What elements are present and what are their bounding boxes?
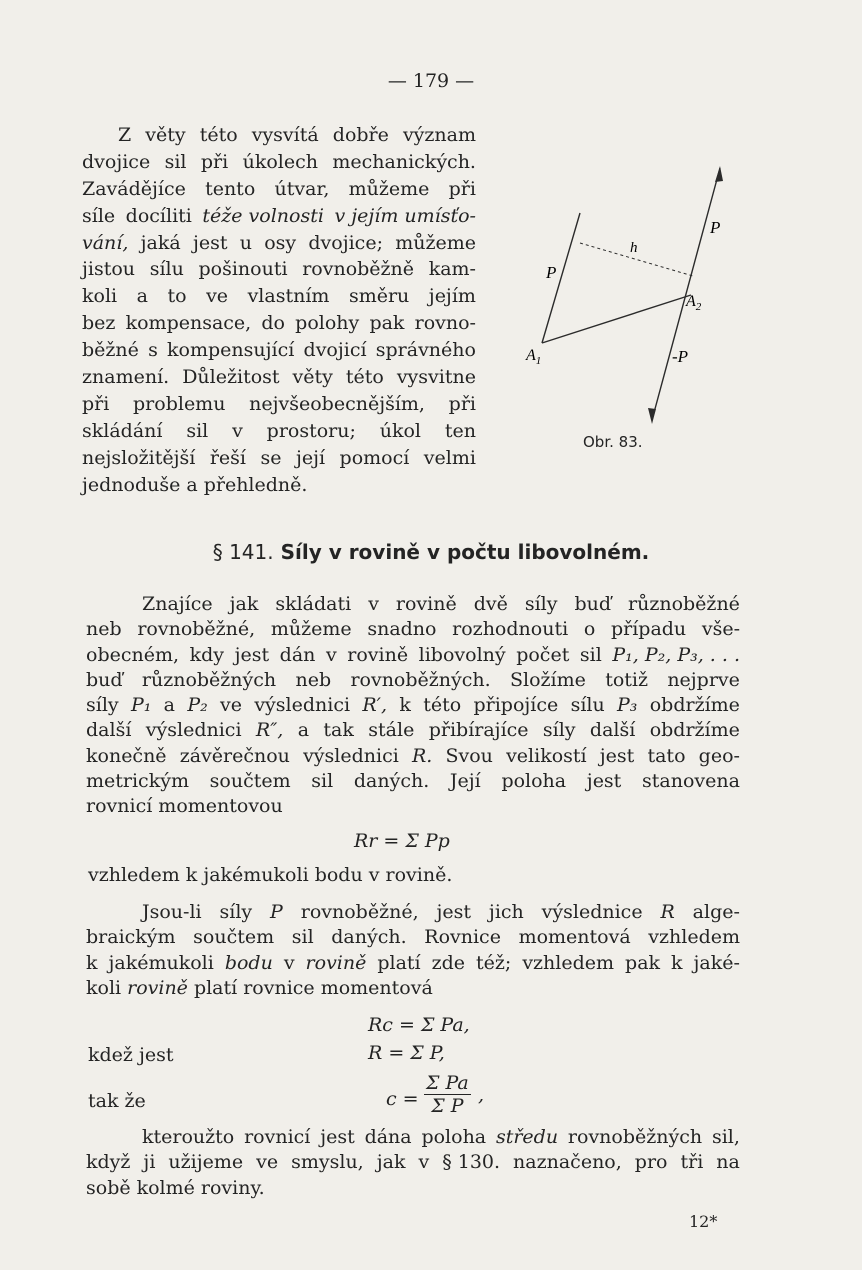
word: této (199, 124, 238, 146)
word: to (167, 285, 187, 308)
word: Důležitost (182, 366, 280, 389)
word: ve (206, 285, 229, 308)
word: P₁, P₂, P₃, . . . (612, 643, 740, 666)
word: řeší (209, 446, 246, 469)
word: jednoduše (82, 473, 181, 496)
word: R (660, 901, 675, 923)
word: poloha (501, 770, 567, 793)
word: konečně (86, 744, 167, 767)
word: a (163, 694, 175, 717)
word: rovině (395, 593, 457, 615)
word: rovnoběžných. (350, 668, 491, 691)
word: Zavádějíce (82, 177, 186, 200)
word: v (283, 951, 295, 974)
fraction-denominator: Σ P (431, 1095, 464, 1117)
word: výslednice (541, 901, 643, 923)
word: kompensující (167, 339, 295, 362)
word: v jejím umísťo- (334, 204, 476, 227)
text-line (82, 445, 476, 472)
word: případu (610, 618, 687, 641)
word: jest (234, 643, 270, 666)
word: se (260, 446, 282, 469)
text-line (86, 592, 740, 617)
word: kolmé (136, 1176, 195, 1199)
text-line (86, 794, 740, 819)
text-line (82, 337, 476, 364)
word: ten (444, 419, 476, 442)
word: rovnice (243, 976, 315, 999)
label-tak-ze: tak že (88, 1090, 146, 1112)
intro-paragraph (82, 122, 476, 498)
text-line (82, 418, 476, 445)
word: koli (82, 285, 118, 308)
text-line (82, 310, 476, 337)
word: síly (219, 901, 253, 923)
word: různoběžných (141, 668, 277, 691)
text-line (86, 718, 740, 743)
text-line (82, 176, 476, 203)
word: na (716, 1151, 740, 1174)
word: význam (402, 124, 476, 146)
word: různoběžné (628, 593, 740, 615)
word: pak (369, 312, 405, 335)
word: Svou (445, 744, 493, 767)
section-number: § 141. (212, 540, 274, 564)
fraction (424, 1072, 471, 1117)
word: rovině (127, 976, 188, 999)
word: R′, (362, 694, 388, 717)
word: sobě (86, 1176, 131, 1199)
word: můžeme (270, 618, 352, 641)
word: kompensace, (125, 312, 252, 335)
word: platí (193, 976, 238, 999)
figure-caption: Obr. 83. (583, 433, 643, 451)
word: dvojice (82, 150, 151, 173)
word: vysvitne (396, 366, 476, 389)
word: v (232, 419, 243, 442)
signature-mark: 12* (689, 1212, 718, 1231)
word: Z (118, 124, 132, 146)
word: můžeme (395, 231, 476, 254)
word: vše- (701, 618, 740, 641)
word: síly (86, 694, 119, 717)
word: tento (205, 177, 256, 200)
word: nejvšeobecnějším, (249, 392, 425, 415)
word: P₁ (130, 694, 152, 717)
word: sil (291, 926, 314, 949)
section-title: Síly v rovině v počtu libovolném. (280, 540, 650, 564)
word: momentovou (158, 795, 283, 818)
word: když (86, 1151, 131, 1174)
word: ve (220, 694, 243, 717)
word: roviny. (200, 1176, 265, 1199)
fraction-lhs: c = (386, 1088, 419, 1110)
word: můžeme (348, 177, 430, 200)
text-line (86, 668, 740, 693)
text-line (86, 925, 740, 950)
word: braickým (86, 926, 176, 949)
word: rovnoběžných (567, 1126, 703, 1148)
text-line (82, 203, 476, 230)
figure-83 (520, 158, 730, 458)
word: kam- (428, 258, 476, 281)
word: běžné (82, 339, 139, 362)
word: P₃ (617, 694, 638, 717)
word: pak (625, 951, 661, 974)
word: síle (82, 204, 116, 227)
word: osy (264, 231, 297, 254)
word: věty (292, 366, 333, 389)
word: sil (164, 150, 187, 173)
paragraph-1 (86, 592, 740, 820)
word: sil (311, 770, 334, 793)
word: polohy (295, 312, 360, 335)
word: k (399, 694, 411, 717)
word: s (148, 339, 158, 362)
label-kdez-jest: kdež jest (88, 1044, 174, 1066)
word: jest (599, 744, 635, 767)
word: v (418, 1151, 430, 1174)
arrow-top-right (715, 166, 723, 182)
word: prostoru; (266, 419, 356, 442)
word: ve (256, 1151, 279, 1174)
word: R″, (255, 719, 284, 742)
word: při (448, 392, 476, 415)
word: této (345, 366, 384, 389)
paragraph-3 (86, 1125, 740, 1201)
label-p-left: P (546, 263, 557, 282)
word: dvojice; (308, 231, 383, 254)
word: geo- (698, 744, 740, 767)
word: další (589, 719, 636, 742)
section-heading (0, 540, 862, 564)
word: neb (86, 618, 122, 641)
word: připojíce (473, 694, 559, 717)
word: poloha (421, 1126, 487, 1148)
word: snadno (367, 618, 437, 641)
word: jest (192, 231, 228, 254)
word: v (368, 593, 379, 615)
word: znamení. (82, 366, 170, 389)
word: momentová (518, 926, 631, 949)
word: závěrečnou (179, 744, 290, 767)
word: správného (375, 339, 476, 362)
word: jak (229, 593, 259, 615)
word: neb (295, 668, 332, 691)
word: a (186, 473, 198, 496)
label-h: h (630, 240, 638, 256)
word: její (295, 446, 326, 469)
text-line (86, 900, 740, 925)
word: sil, (711, 1126, 740, 1148)
word: pošinouti (198, 258, 288, 281)
word: jest (436, 901, 472, 923)
word: buď (86, 668, 123, 691)
word: rovnoběžné, (137, 618, 256, 641)
word: § 130. (442, 1151, 501, 1174)
word: dobře (332, 124, 389, 146)
word: součtem (209, 770, 291, 793)
word: úkol (379, 419, 421, 442)
text-line (82, 256, 476, 283)
word: při (82, 392, 110, 415)
arrow-bottom (648, 408, 656, 424)
text-line (82, 149, 476, 176)
word: dvojicí (303, 339, 367, 362)
word: daných. (331, 926, 407, 949)
word: rovnoběžné, (300, 901, 419, 923)
word: do (261, 312, 285, 335)
text-line (86, 769, 740, 794)
label-p-right: P (710, 218, 721, 237)
word: momentová (320, 976, 433, 999)
word: bodu (224, 951, 273, 974)
word: bez (82, 312, 116, 335)
text-line (82, 122, 476, 149)
word: rovno- (414, 312, 476, 335)
word: jistou (82, 258, 136, 281)
text-line (86, 1150, 740, 1175)
word: jest (586, 770, 622, 793)
page-number: — 179 — (387, 70, 475, 92)
word: skládání (82, 419, 163, 442)
word: pro (634, 1151, 668, 1174)
word: rovnicí (244, 1126, 311, 1148)
text-line (86, 643, 740, 668)
word: jest (320, 1126, 355, 1148)
word: též; (476, 951, 512, 974)
word: tři (680, 1151, 704, 1174)
word: vlastním (247, 285, 330, 308)
word: skládati (275, 593, 352, 615)
word: smyslu, (291, 1151, 364, 1174)
fraction-numerator: Σ Pa (426, 1072, 469, 1094)
word: sílu (570, 694, 605, 717)
word: směru (348, 285, 410, 308)
word: obdržíme (649, 719, 740, 742)
word: středu (495, 1126, 559, 1148)
label-a1: $A_1$ (526, 347, 542, 367)
word: při (448, 177, 476, 200)
word: Znajíce (142, 593, 213, 615)
word: nejsložitější (82, 446, 196, 469)
word: dán (279, 643, 316, 666)
word: dvě (473, 593, 508, 615)
label-a2: $A_2$ (686, 293, 702, 313)
label-minus-p: -P (672, 347, 689, 366)
word: stanovena (642, 770, 740, 793)
text-line (86, 617, 740, 642)
word: výslednici (303, 744, 399, 767)
word: a (297, 719, 310, 742)
word: kdy (189, 643, 225, 666)
word: koli (86, 976, 122, 999)
word: výslednici (145, 719, 242, 742)
word: sil (186, 419, 209, 442)
word: vání, (82, 231, 129, 254)
word: tato (647, 744, 686, 767)
word: R. (411, 744, 433, 767)
word: obdržíme (649, 694, 740, 717)
word: P (270, 901, 283, 923)
word: vzhledem (648, 926, 740, 949)
text-line (86, 693, 740, 718)
word: docíliti (125, 204, 192, 227)
word: mechanických. (332, 150, 476, 173)
text-line (82, 230, 476, 257)
word: velikostí (506, 744, 587, 767)
word: metrickým (86, 770, 189, 793)
word: Její (449, 770, 481, 793)
text-line (86, 1176, 740, 1201)
word: rovině (347, 643, 409, 666)
word: rozhodnouti (452, 618, 569, 641)
word: a (136, 285, 148, 308)
word: rovnicí (86, 795, 153, 818)
word: Jsou-li (142, 901, 202, 923)
word: užijeme (168, 1151, 244, 1174)
text-line (86, 1125, 740, 1150)
word: věty (145, 124, 186, 146)
word: jak (376, 1151, 406, 1174)
word: totiž (605, 668, 648, 691)
word: rovině (305, 951, 367, 974)
word: Složíme (510, 668, 586, 691)
word: zde (431, 951, 466, 974)
text-line (82, 391, 476, 418)
word: součtem (193, 926, 275, 949)
word: k (86, 951, 98, 974)
word: síly (542, 719, 576, 742)
word: stále (368, 719, 415, 742)
word: vysvítá (251, 124, 319, 146)
word: jakémukoli (108, 951, 214, 974)
word: dána (364, 1126, 412, 1148)
word: buď (574, 593, 612, 615)
word: při (200, 150, 229, 173)
word: v (325, 643, 337, 666)
word: o (583, 618, 596, 641)
formula-rc: Rc = Σ Pa, (368, 1014, 470, 1036)
word: pomocí (339, 446, 410, 469)
fraction-tail: , (478, 1084, 485, 1106)
word: síly (524, 593, 558, 615)
paragraph-1-end: vzhledem k jakémukoli bodu v rovině. (88, 864, 453, 886)
word: ji (143, 1151, 156, 1174)
word: přehledně. (203, 473, 308, 496)
formula-r: R = Σ P, (368, 1042, 445, 1064)
word: jejím (428, 285, 476, 308)
word: u (239, 231, 252, 254)
word: obecném, (86, 643, 180, 666)
word: přibírajíce (428, 719, 529, 742)
word: další (86, 719, 132, 742)
arm-line (542, 295, 691, 343)
word: alge- (692, 901, 740, 923)
text-line (86, 976, 740, 1001)
text-line (82, 472, 476, 499)
word: vzhledem (522, 951, 615, 974)
text-line (86, 744, 740, 769)
word: rovnoběžně (302, 258, 415, 281)
word: úkolech (242, 150, 318, 173)
word: naznačeno, (513, 1151, 622, 1174)
word: k (671, 951, 683, 974)
word: výslednici (254, 694, 351, 717)
word: jaká (140, 231, 181, 254)
text-line (82, 364, 476, 391)
formula-moment: Rr = Σ Pp (354, 830, 450, 852)
word: nejprve (667, 668, 740, 691)
text-line (86, 951, 740, 976)
word: velmi (423, 446, 476, 469)
word: problemu (133, 392, 226, 415)
word: libovolný (418, 643, 506, 666)
word: P₂ (187, 694, 208, 717)
word: daných. (353, 770, 430, 793)
word: sílu (149, 258, 184, 281)
word: jaké- (693, 951, 740, 974)
paragraph-2 (86, 900, 740, 1001)
word: kteroužto (142, 1126, 235, 1148)
word: jich (488, 901, 524, 923)
word: sil (579, 643, 602, 666)
word: tak (323, 719, 354, 742)
word: Rovnice (424, 926, 501, 949)
word: počet (516, 643, 570, 666)
word: útvar, (274, 177, 330, 200)
word: této (423, 694, 462, 717)
word: téže volnosti (202, 204, 324, 227)
text-line (82, 283, 476, 310)
word: platí (377, 951, 421, 974)
